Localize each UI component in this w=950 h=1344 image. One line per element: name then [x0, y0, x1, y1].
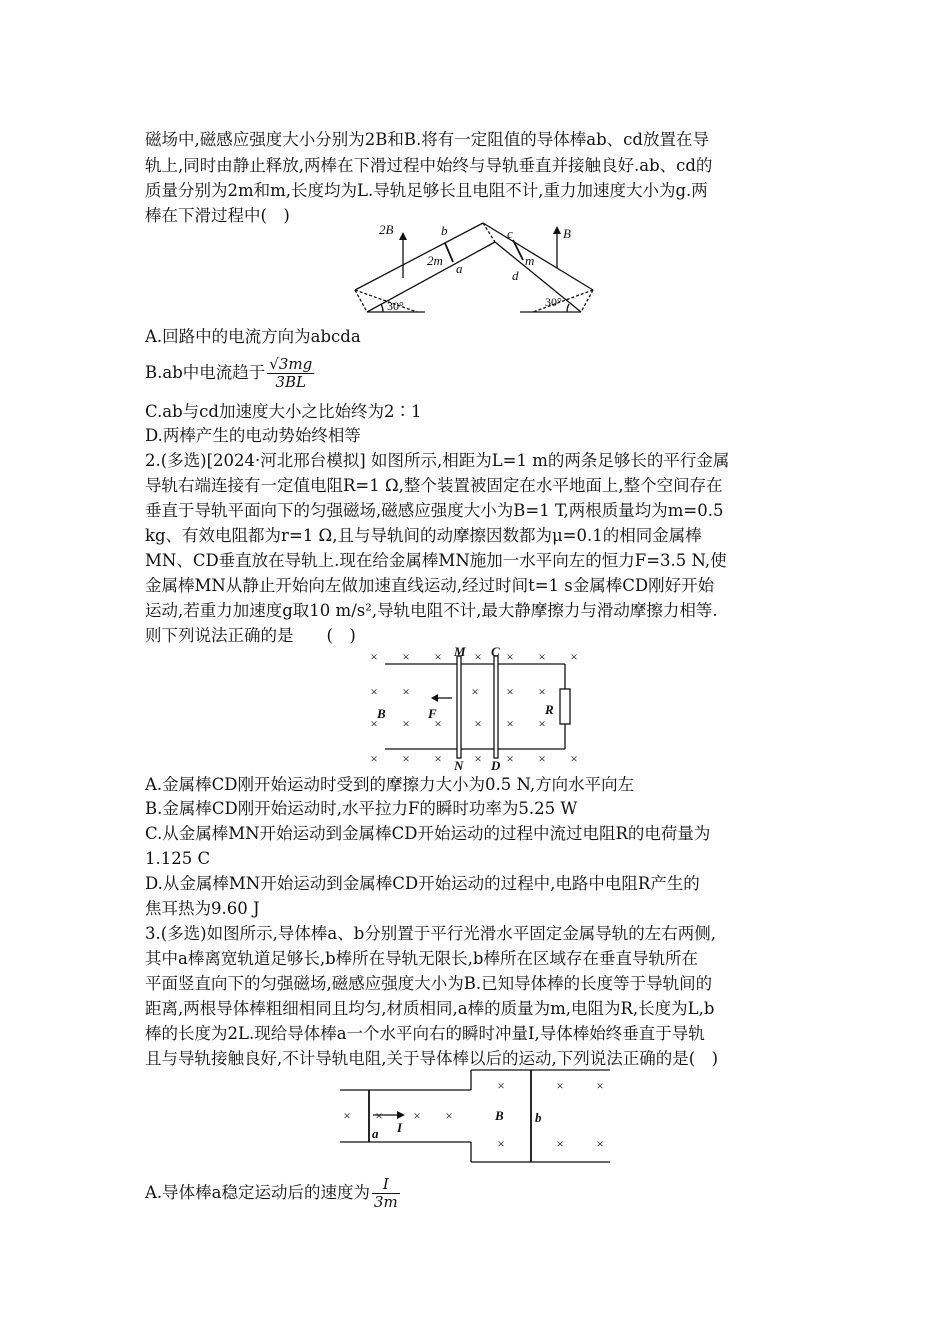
q1-option-a: A.回路中的电流方向为abcda [145, 327, 361, 346]
q2-text-line-4: kg、有效电阻都为r=1 Ω,且与导轨间的动摩擦因数都为μ=0.1的相同金属棒 [145, 526, 702, 545]
q2-text-line-8: 则下列说法正确的是 ( ) [145, 626, 356, 645]
fig3-label-b: b [535, 1110, 542, 1125]
fig3-cross: × [497, 1078, 505, 1093]
fig2-cross: × [402, 751, 410, 766]
q1-option-b-fraction [267, 356, 314, 391]
fig3-cross: × [596, 1078, 604, 1093]
q1-option-b [145, 352, 314, 394]
fig2-cross: × [506, 684, 514, 699]
fig1-label-b: b [441, 223, 448, 238]
fig2-cross: × [570, 649, 578, 664]
fig2-cross: × [538, 649, 546, 664]
fig2-cross: × [434, 751, 442, 766]
fig1-label-c: c [507, 226, 513, 241]
fig2-cross: × [370, 751, 378, 766]
q1-text-line-1: 磁场中,磁感应强度大小分别为2B和B.将有一定阻值的导体棒ab、cd放置在导 [145, 130, 709, 149]
fig2-label-N: N [454, 758, 464, 772]
fig2-label-R: R [545, 702, 554, 717]
q2-option-c: C.从金属棒MN开始运动到金属棒CD开始运动的过程中流过电阻R的电荷量为 [145, 824, 711, 843]
fig2-cross: × [471, 684, 479, 699]
fig1-angle-left: 30° [387, 299, 404, 313]
q3-option-a-fraction [372, 1176, 400, 1211]
fig3-cross: × [556, 1136, 564, 1151]
fig2-label-F: F [428, 706, 437, 721]
q2-option-c-cont: 1.125 C [145, 849, 211, 868]
fig3-cross: × [497, 1136, 505, 1151]
fig2-cross: × [506, 716, 514, 731]
fig2-label-D: D [491, 758, 501, 772]
q3-text-line-3: 平面竖直向下的匀强磁场,磁感应强度大小为B.已知导体棒的长度等于导轨间的 [145, 974, 713, 993]
fig1-field-right: B [563, 226, 571, 241]
fig2-cross: × [474, 751, 482, 766]
q3-text-line-2: 其中a棒离宽轨道足够长,b棒所在导轨无限长,b棒所在区域存在垂直导轨所在 [145, 949, 698, 968]
fig3-label-a: a [372, 1126, 379, 1141]
fig2-cross: × [402, 716, 410, 731]
q2-text-line-6: 金属棒MN从静止开始向左做加速直线运动,经过时间t=1 s金属棒CD刚好开始 [145, 576, 715, 595]
fig3-cross: × [413, 1108, 421, 1123]
q1-option-b-prefix: B.ab中电流趋于 [145, 363, 266, 382]
fig2-cross: × [506, 649, 514, 664]
fig1-mass-left: 2m [427, 253, 443, 268]
fig3-cross: × [596, 1136, 604, 1151]
fig1-mass-right: m [525, 253, 535, 268]
fig2-label-B: B [377, 706, 386, 721]
q3-text-line-4: 距离,两根导体棒粗细相同且均匀,材质相同,a棒的质量为m,电阻为R,长度为L,b [145, 999, 715, 1018]
fig3-cross: × [375, 1108, 383, 1123]
figure-narrow-wide-rails [335, 1068, 615, 1166]
q3-text-line-5: 棒的长度为2L.现给导体棒a一个水平向右的瞬时冲量I,导体棒始终垂直于导轨 [145, 1024, 705, 1043]
figure-parallel-rails-resistor [360, 644, 590, 772]
q2-text-line-1: 2.(多选)[2024·河北邢台模拟] 如图所示,相距为L=1 m的两条足够长的平行金属 [145, 451, 730, 470]
q2-option-b: B.金属棒CD刚开始运动时,水平拉力F的瞬时功率为5.25 W [145, 799, 578, 818]
fig2-cross: × [370, 716, 378, 731]
q3-option-a-numerator: I [372, 1176, 400, 1194]
fig2-cross: × [370, 684, 378, 699]
q1-text-line-4: 棒在下滑过程中( ) [145, 206, 290, 225]
q2-text-line-2: 导轨右端连接有一定值电阻R=1 Ω,整个装置被固定在水平地面上,整个空间存在 [145, 476, 723, 495]
q2-text-line-5: MN、CD垂直放在导轨上.现在给金属棒MN施加一水平向左的恒力F=3.5 N,使 [145, 551, 727, 570]
q2-option-d: D.从金属棒MN开始运动到金属棒CD开始运动的过程中,电路中电阻R产生的 [145, 874, 700, 893]
q1-option-d: D.两棒产生的电动势始终相等 [145, 426, 361, 445]
fig2-cross: × [538, 751, 546, 766]
fig1-field-left: 2B [379, 222, 394, 237]
q3-option-a-prefix: A.导体棒a稳定运动后的速度为 [145, 1183, 370, 1202]
q2-text-line-3: 垂直于导轨平面向下的匀强磁场,磁感应强度大小为B=1 T,两根质量均为m=0.5 [145, 501, 724, 520]
fig2-cross: × [402, 649, 410, 664]
fig1-label-d: d [512, 268, 519, 283]
fig2-cross: × [570, 751, 578, 766]
fig3-cross: × [556, 1078, 564, 1093]
q1-option-c: C.ab与cd加速度大小之比始终为2∶1 [145, 402, 422, 421]
fig3-label-B: B [495, 1108, 504, 1123]
q3-text-line-6: 且与导轨接触良好,不计导轨电阻,关于导体棒以后的运动,下列说法正确的是( ) [145, 1049, 719, 1068]
fig2-cross: × [506, 751, 514, 766]
fig2-cross: × [474, 716, 482, 731]
fig2-label-M: M [454, 644, 466, 659]
fig1-angle-right: 30° [545, 295, 562, 309]
q3-option-a [145, 1170, 400, 1216]
fig2-cross: × [538, 716, 546, 731]
fig2-cross: × [434, 649, 442, 664]
fig1-label-a: a [456, 261, 463, 276]
q1-option-b-denominator: 3BL [275, 373, 307, 391]
q1-text-line-2: 轨上,同时由静止释放,两棒在下滑过程中始终与导轨垂直并接触良好.ab、cd的 [145, 156, 713, 175]
figure-inclined-rails [345, 218, 605, 320]
q3-option-a-denominator: 3m [374, 1193, 398, 1211]
fig2-cross: × [402, 684, 410, 699]
fig2-cross: × [474, 649, 482, 664]
q1-option-b-numerator: √3mg [269, 355, 313, 373]
q3-text-line-1: 3.(多选)如图所示,导体棒a、b分别置于平行光滑水平固定金属导轨的左右两侧, [145, 924, 717, 943]
fig2-cross: × [370, 649, 378, 664]
q1-text-line-3: 质量分别为2m和m,长度均为L.导轨足够长且电阻不计,重力加速度大小为g.两 [145, 181, 708, 200]
fig2-cross: × [538, 684, 546, 699]
fig3-label-I: I [397, 1120, 403, 1135]
fig3-cross: × [343, 1108, 351, 1123]
q2-text-line-7: 运动,若重力加速度g取10 m/s²,导轨电阻不计,最大静摩擦力与滑动摩擦力相等. [145, 601, 718, 620]
fig3-cross: × [445, 1108, 453, 1123]
fig2-label-C: C [491, 644, 500, 659]
q2-option-d-cont: 焦耳热为9.60 J [145, 899, 260, 918]
fig2-cross: × [434, 716, 442, 731]
q2-option-a: A.金属棒CD刚开始运动时受到的摩擦力大小为0.5 N,方向水平向左 [145, 775, 635, 794]
